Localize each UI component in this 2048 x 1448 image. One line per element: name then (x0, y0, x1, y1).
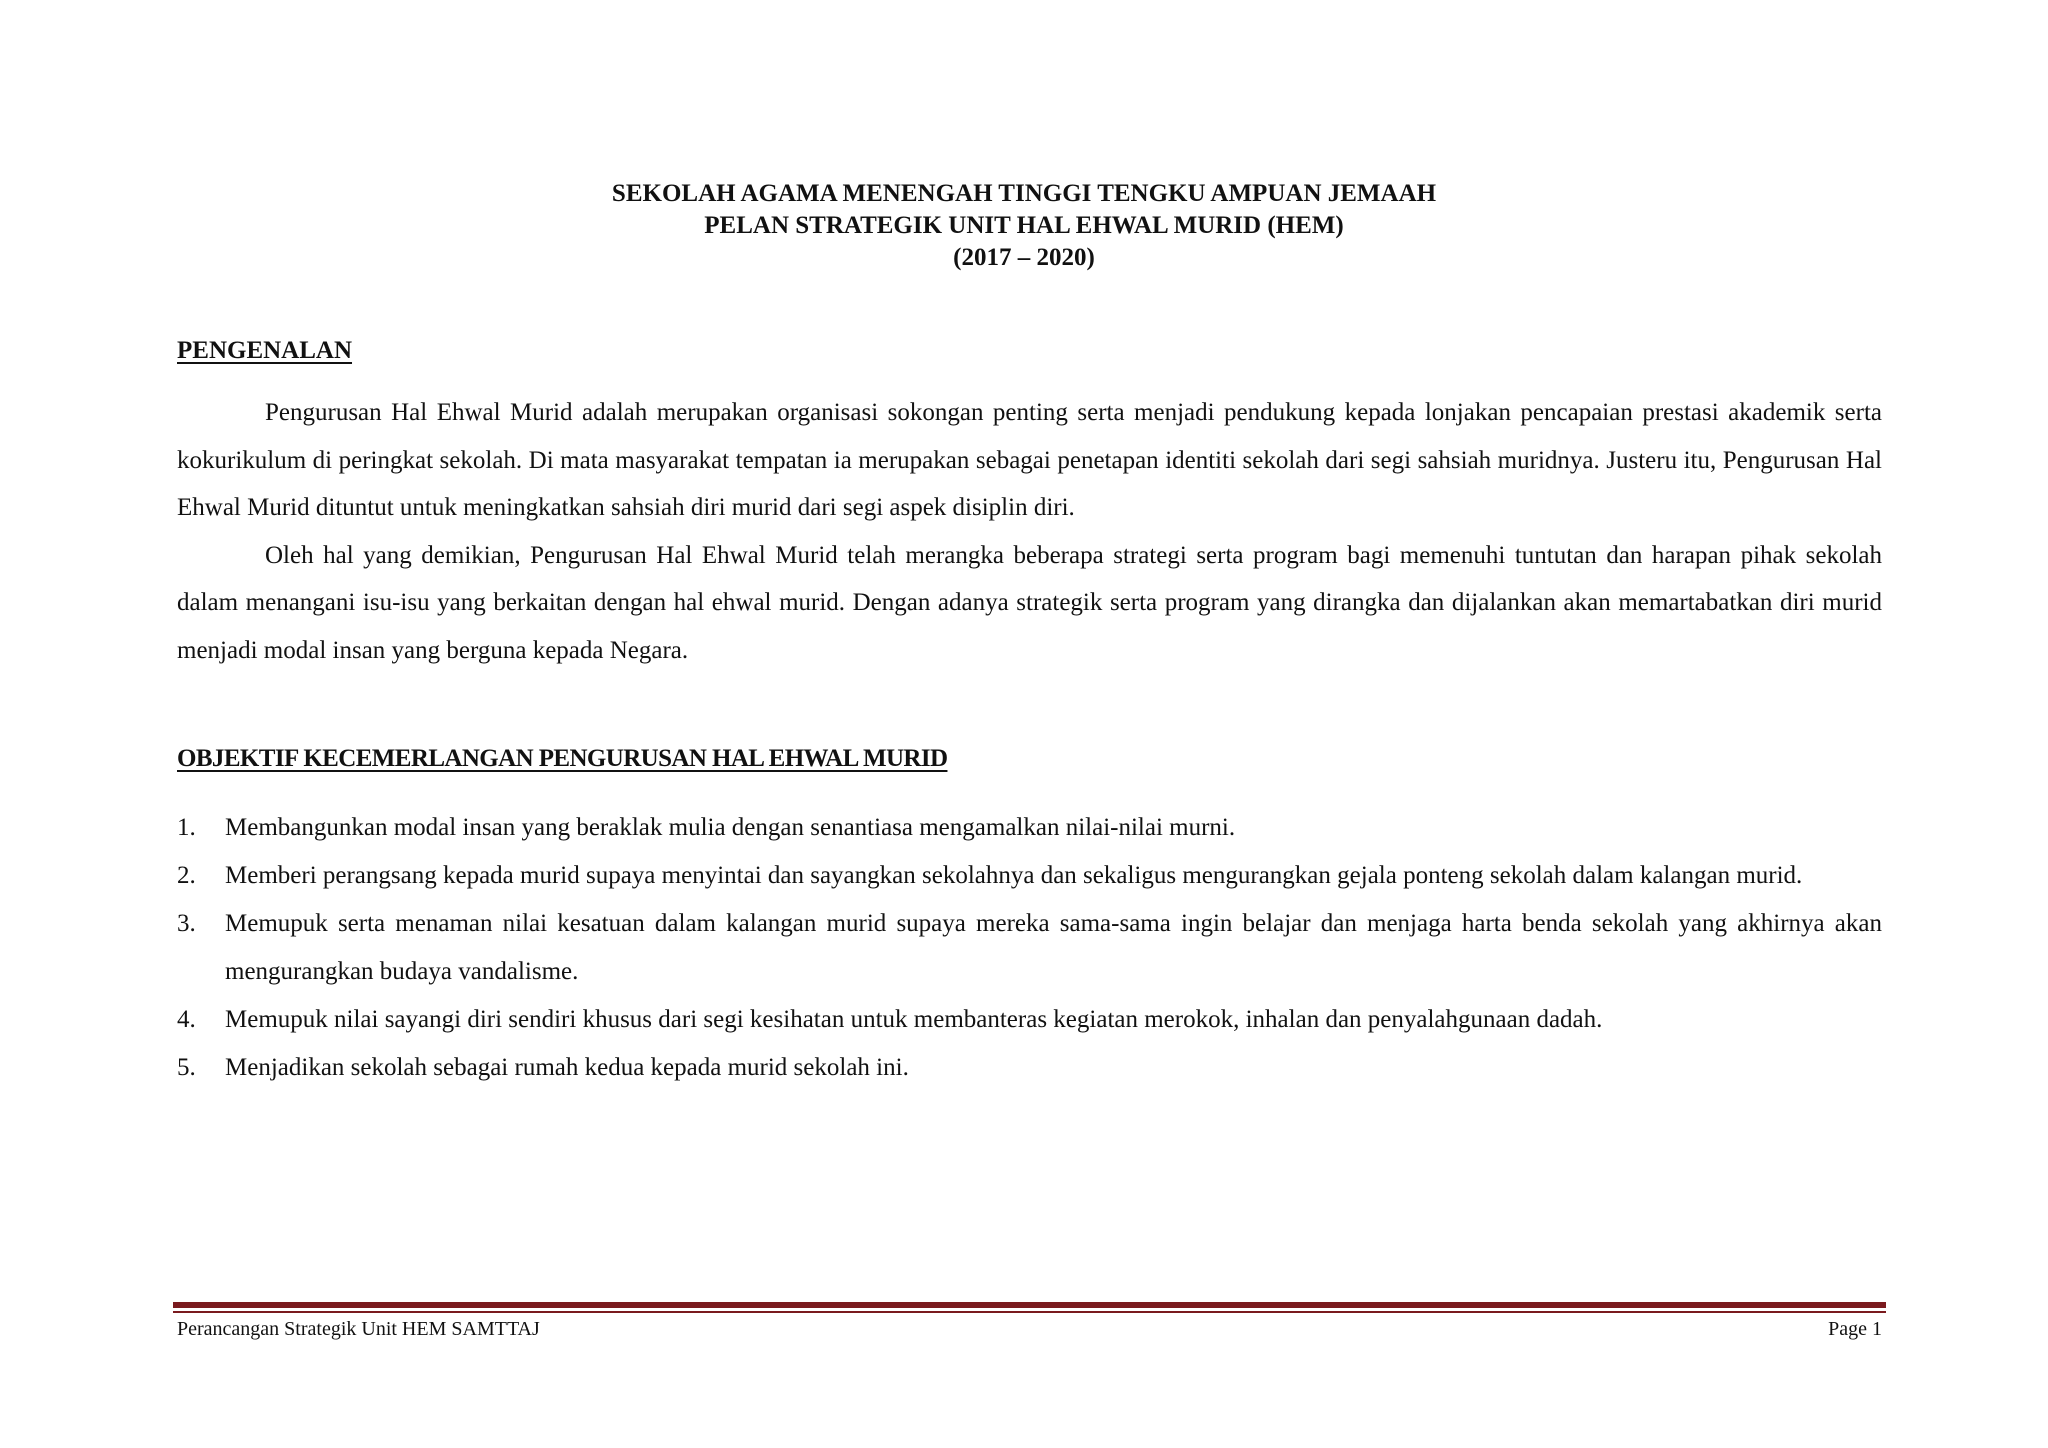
objective-number: 4. (177, 1006, 196, 1033)
objective-number: 2. (177, 862, 196, 889)
plan-title: PELAN STRATEGIK UNIT HAL EHWAL MURID (HEM) (704, 212, 1344, 239)
objective-text: Memberi perangsang kepada murid supaya menyintai dan sayangkan sekolahnya dan sekaligus mengurangkan gejala ponteng sekolah dalam kalangan murid. (225, 862, 1803, 889)
intro-paragraph: Oleh hal yang demikian, Pengurusan Hal Ehwal Murid telah merangka beberapa strategi serta program bagi memenuhi tuntutan dan harapan pihak sekolah dalam menangani isu-isu yang berkaitan dengan hal ehwal murid. Dengan adanya strategik serta program yang dirangka dan dijalankan akan memartabatkan diri murid menjadi modal insan yang berguna kepada Negara. (177, 541, 1882, 664)
objective-number: 1. (177, 814, 196, 841)
objective-item (177, 804, 1882, 852)
objective-text: Memupuk nilai sayangi diri sendiri khusus dari segi kesihatan untuk membanteras kegiatan merokok, inhalan dan penyalahgunaan dadah. (225, 1006, 1603, 1033)
objective-item (177, 852, 1882, 900)
objective-text: Menjadikan sekolah sebagai rumah kedua kepada murid sekolah ini. (225, 1054, 909, 1081)
objective-number: 3. (177, 910, 196, 937)
objective-number: 5. (177, 1054, 196, 1081)
objective-item (177, 900, 1882, 996)
objective-item (177, 1044, 1882, 1092)
objectives-list (177, 804, 1882, 1092)
objectives-heading: OBJEKTIF KECEMERLANGAN PENGURUSAN HAL EHWAL MURID (177, 745, 948, 772)
plan-period: (2017 – 2020) (953, 244, 1095, 271)
intro-body (177, 389, 1882, 674)
intro-paragraph: Pengurusan Hal Ehwal Murid adalah merupakan organisasi sokongan penting serta menjadi pendukung kepada lonjakan pencapaian prestasi akademik serta kokurikulum di peringkat sekolah. Di mata masyarakat tempatan ia merupakan sebagai penetapan identiti sekolah dari segi sahsiah muridnya. Justeru itu, Pengurusan Hal Ehwal Murid dituntut untuk meningkatkan sahsiah diri murid dari segi aspek disiplin diri. (177, 399, 1882, 521)
document-title (0, 178, 2048, 274)
school-name: SEKOLAH AGAMA MENENGAH TINGGI TENGKU AMPUAN JEMAAH (611, 180, 1437, 207)
objective-item (177, 996, 1882, 1044)
footer-divider-thick (173, 1302, 1886, 1308)
footer-document-name: Perancangan Strategik Unit HEM SAMTTAJ (177, 1318, 540, 1340)
objective-text: Membangunkan modal insan yang beraklak mulia dengan senantiasa mengamalkan nilai-nilai murni. (225, 814, 1236, 841)
footer-page-number: Page 1 (1828, 1318, 1882, 1340)
footer-divider-thin (173, 1311, 1886, 1313)
objective-text: Memupuk serta menaman nilai kesatuan dalam kalangan murid supaya mereka sama-sama ingin belajar dan menjaga harta benda sekolah yang akhirnya akan mengurangkan budaya vandalisme. (225, 910, 1882, 985)
intro-heading: PENGENALAN (177, 337, 353, 364)
